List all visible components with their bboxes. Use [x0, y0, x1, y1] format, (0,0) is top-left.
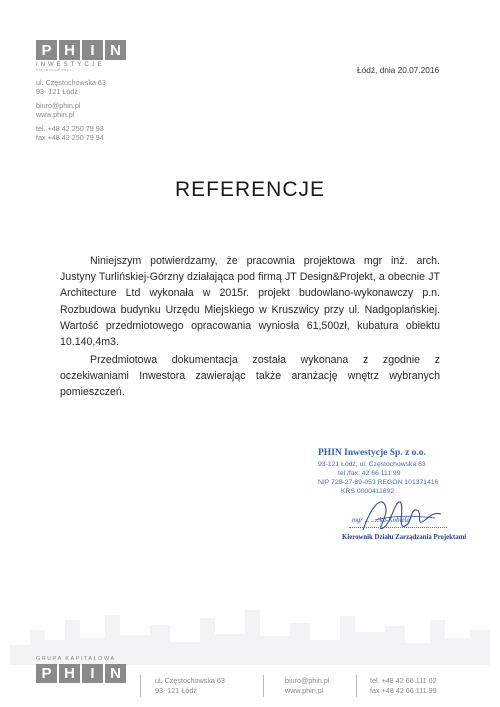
header-address	[36, 78, 106, 96]
stamp-line: tel./fax: 42 66 111 99	[338, 470, 401, 477]
logo-letter: N	[105, 40, 126, 60]
footer-line: 93- 121 Łódź	[155, 685, 197, 695]
footer-divider	[140, 675, 141, 697]
footer-address	[155, 676, 225, 695]
paragraph-line: Architecture Ltd wykonała w 2015r. projekt budowlano-wykonawczy p.n.	[60, 287, 440, 300]
footer-web	[285, 676, 329, 695]
logo-letter: P	[36, 40, 57, 60]
footer-divider	[356, 675, 357, 697]
document-title: REFERENCJE	[174, 178, 326, 201]
signature-line	[349, 527, 447, 528]
footer-line: tel. +48 42 66 111 02	[370, 676, 437, 685]
company-logo	[36, 40, 128, 72]
footer-line: fax +48 42 66 111 99	[370, 685, 437, 695]
footer-divider	[263, 675, 264, 697]
address-line: 93- 121 Łódź	[36, 87, 78, 96]
paragraph-line: pomieszczeń.	[60, 386, 125, 399]
logo-letter: I	[82, 40, 103, 60]
tel-text: tel. +48 42 250 79 93	[36, 124, 104, 133]
logo-subtitle: INWESTYCJE	[36, 62, 105, 68]
fax-text: fax +48 42 250 79 94	[36, 133, 104, 142]
header-web	[36, 101, 80, 119]
logo-letter: H	[59, 664, 80, 683]
logo-subtitle-small: nieruchomości	[36, 68, 72, 72]
header-phones	[36, 124, 104, 142]
paragraph-line: Niniejszym potwierdzamy, że pracownia projektowa mgr inż. arch.	[90, 255, 440, 267]
signature-name: mgr ... ...cka-Kobiela	[352, 517, 410, 524]
document-date: Łódź, dnia 20.07.2016	[357, 65, 440, 75]
footer-logo	[36, 656, 126, 683]
city-skyline-watermark	[10, 590, 490, 665]
paragraph-line: Justyny Turlińskiej-Górzny działająca pod firmą JT Design&Projekt, a obecnie JT	[60, 271, 440, 284]
stamp-company-name: PHIN Inwestycje Sp. z o.o.	[318, 448, 426, 458]
address-line: ul. Częstochowska 63	[36, 78, 106, 87]
stamp-line: NIP 728-27-89-053 REGON 101371416	[318, 479, 439, 486]
paragraph-line: Wartość przedmiotowego opracowania wyniosła 61,500zł, kubatura obiektu	[60, 319, 440, 332]
stamp-line: KRS 0000411892	[341, 488, 395, 495]
paragraph-line: oczekiwaniami Inwestora zawierając także aranżację wnętrz wybranych	[60, 370, 440, 383]
footer-logo-letters	[36, 664, 126, 683]
paragraph-line: Przedmiotowa dokumentacja została wykonana z zgodnie z	[90, 354, 440, 366]
paragraph-2	[60, 352, 440, 401]
paragraph-line: Rozbudowa budynku Urzędu Miejskiego w Kruszwicy przy ul. Nadgoplańskiej.	[60, 303, 440, 316]
logo-letter: I	[82, 664, 103, 683]
signature-role: Kierownik Działu Zarządzania Projektami	[342, 534, 467, 541]
footer-line: ul. Częstochowska 63	[155, 676, 225, 685]
stamp-line: 93-121 Łódź, ul. Częstochowska 63	[318, 461, 426, 468]
footer-group-label: GRUPA KAPITAŁOWA	[36, 656, 116, 662]
logo-letters	[36, 40, 128, 60]
email-text: biuro@phin.pl	[36, 101, 81, 110]
footer-line: www.phin.pl	[285, 685, 324, 695]
handwritten-signature	[355, 490, 445, 540]
paragraph-line: 10.140,4m3.	[60, 336, 119, 349]
www-text: www.phin.pl	[36, 110, 75, 119]
footer-line: biuro@phin.pl	[285, 676, 330, 685]
footer-phones	[370, 676, 437, 695]
logo-letter: N	[105, 664, 126, 683]
paragraph-1	[60, 253, 440, 350]
logo-letter: H	[59, 40, 80, 60]
logo-letter: P	[36, 664, 57, 683]
